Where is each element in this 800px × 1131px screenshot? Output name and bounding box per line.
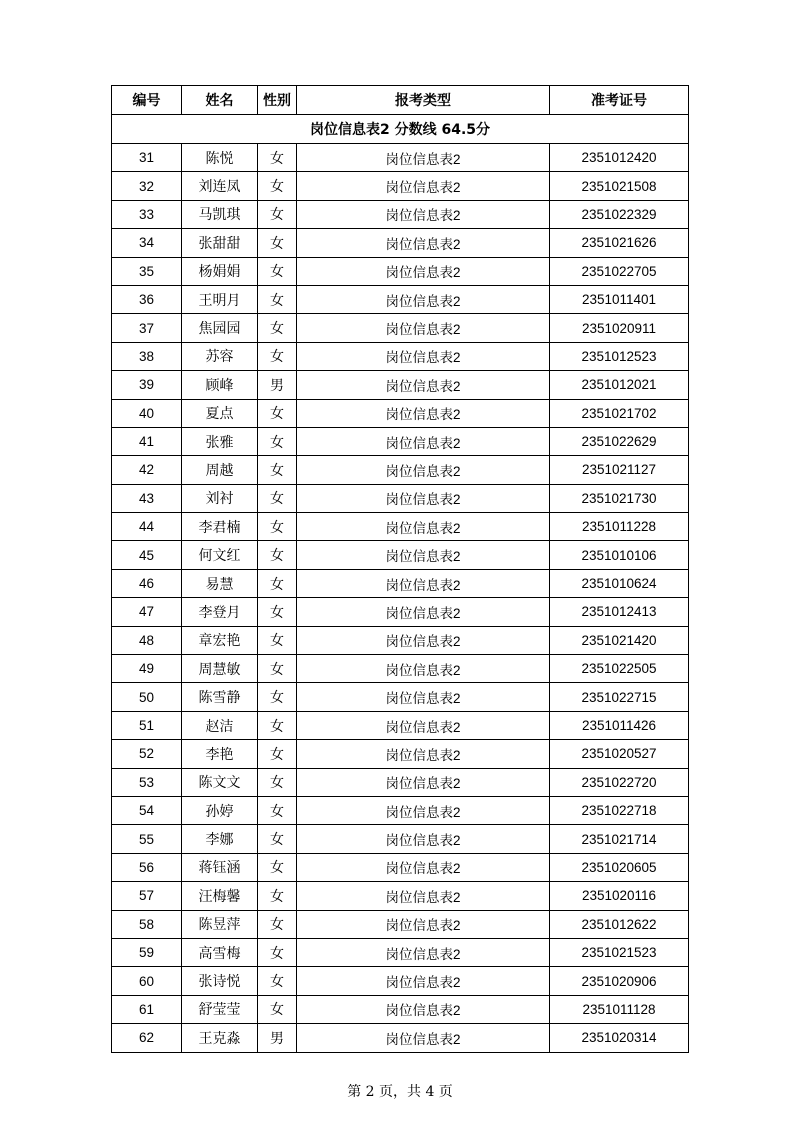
row-number: 52 [112,740,182,768]
row-number: 37 [112,314,182,342]
row-exam-type: 岗位信息表2 [297,910,550,938]
header-number: 编号 [112,86,182,115]
row-exam-type: 岗位信息表2 [297,456,550,484]
row-gender: 女 [258,882,297,910]
table-row [112,257,689,285]
table-row [112,882,689,910]
table-row [112,541,689,569]
row-gender: 女 [258,711,297,739]
row-number: 50 [112,683,182,711]
row-ticket-number: 2351021626 [550,229,689,257]
row-exam-type: 岗位信息表2 [297,314,550,342]
row-gender: 女 [258,683,297,711]
row-gender: 女 [258,285,297,313]
row-exam-type: 岗位信息表2 [297,796,550,824]
row-exam-type: 岗位信息表2 [297,740,550,768]
row-number: 54 [112,796,182,824]
row-name: 孙婷 [182,796,258,824]
table-row [112,285,689,313]
table-row [112,1024,689,1052]
row-number: 55 [112,825,182,853]
row-gender: 女 [258,910,297,938]
row-exam-type: 岗位信息表2 [297,200,550,228]
table-row [112,938,689,966]
row-name: 夏点 [182,399,258,427]
row-number: 33 [112,200,182,228]
table-row [112,967,689,995]
row-exam-type: 岗位信息表2 [297,1024,550,1052]
row-number: 40 [112,399,182,427]
row-ticket-number: 2351011228 [550,513,689,541]
candidate-table [111,85,689,1053]
row-exam-type: 岗位信息表2 [297,427,550,455]
row-name: 高雪梅 [182,938,258,966]
row-name: 章宏艳 [182,626,258,654]
row-exam-type: 岗位信息表2 [297,711,550,739]
row-ticket-number: 2351022715 [550,683,689,711]
group-title-row [112,115,689,144]
row-name: 赵洁 [182,711,258,739]
row-number: 56 [112,853,182,881]
row-gender: 女 [258,456,297,484]
row-ticket-number: 2351020605 [550,853,689,881]
row-exam-type: 岗位信息表2 [297,882,550,910]
row-name: 刘连凤 [182,172,258,200]
row-gender: 女 [258,484,297,512]
row-exam-type: 岗位信息表2 [297,399,550,427]
table-row [112,655,689,683]
row-exam-type: 岗位信息表2 [297,513,550,541]
row-gender: 女 [258,144,297,172]
row-name: 马凯琪 [182,200,258,228]
row-name: 李君楠 [182,513,258,541]
row-gender: 女 [258,229,297,257]
row-exam-type: 岗位信息表2 [297,655,550,683]
row-gender: 女 [258,598,297,626]
row-name: 杨娟娟 [182,257,258,285]
row-number: 47 [112,598,182,626]
row-ticket-number: 2351012523 [550,342,689,370]
row-ticket-number: 2351022718 [550,796,689,824]
table-row [112,342,689,370]
row-name: 蒋钰涵 [182,853,258,881]
row-exam-type: 岗位信息表2 [297,626,550,654]
row-ticket-number: 2351021702 [550,399,689,427]
row-name: 陈悦 [182,144,258,172]
row-number: 59 [112,938,182,966]
table-row [112,456,689,484]
row-gender: 女 [258,796,297,824]
row-gender: 女 [258,342,297,370]
row-gender: 女 [258,172,297,200]
table-row [112,825,689,853]
row-exam-type: 岗位信息表2 [297,598,550,626]
table-row [112,172,689,200]
row-name: 苏容 [182,342,258,370]
table-row [112,314,689,342]
row-name: 李登月 [182,598,258,626]
row-name: 张甜甜 [182,229,258,257]
row-gender: 女 [258,655,297,683]
row-gender: 男 [258,1024,297,1052]
row-ticket-number: 2351021420 [550,626,689,654]
table-row [112,796,689,824]
row-name: 顾峰 [182,371,258,399]
row-exam-type: 岗位信息表2 [297,229,550,257]
row-exam-type: 岗位信息表2 [297,995,550,1023]
table-row [112,229,689,257]
row-number: 45 [112,541,182,569]
row-gender: 女 [258,399,297,427]
row-gender: 女 [258,825,297,853]
row-name: 张诗悦 [182,967,258,995]
row-ticket-number: 2351012413 [550,598,689,626]
row-number: 60 [112,967,182,995]
row-ticket-number: 2351021714 [550,825,689,853]
row-exam-type: 岗位信息表2 [297,257,550,285]
row-gender: 女 [258,314,297,342]
row-number: 44 [112,513,182,541]
row-number: 62 [112,1024,182,1052]
row-name: 焦园园 [182,314,258,342]
row-number: 32 [112,172,182,200]
header-gender: 性别 [258,86,297,115]
row-gender: 女 [258,768,297,796]
row-ticket-number: 2351021523 [550,938,689,966]
row-name: 舒莹莹 [182,995,258,1023]
row-gender: 女 [258,541,297,569]
header-ticket-number: 准考证号 [550,86,689,115]
row-name: 何文红 [182,541,258,569]
table-row [112,910,689,938]
row-gender: 女 [258,200,297,228]
row-number: 61 [112,995,182,1023]
candidate-table-body [112,86,689,1053]
row-gender: 女 [258,626,297,654]
row-name: 李娜 [182,825,258,853]
row-exam-type: 岗位信息表2 [297,172,550,200]
row-ticket-number: 2351012622 [550,910,689,938]
row-ticket-number: 2351022329 [550,200,689,228]
row-name: 周慧敏 [182,655,258,683]
header-name: 姓名 [182,86,258,115]
row-gender: 女 [258,427,297,455]
row-exam-type: 岗位信息表2 [297,144,550,172]
row-number: 51 [112,711,182,739]
row-ticket-number: 2351012420 [550,144,689,172]
row-ticket-number: 2351011426 [550,711,689,739]
row-number: 58 [112,910,182,938]
row-number: 43 [112,484,182,512]
row-name: 周越 [182,456,258,484]
table-row [112,513,689,541]
row-number: 31 [112,144,182,172]
table-row [112,144,689,172]
row-ticket-number: 2351020911 [550,314,689,342]
group-title: 岗位信息表2 分数线 64.5分 [112,115,689,144]
row-gender: 女 [258,938,297,966]
table-row [112,427,689,455]
row-name: 陈文文 [182,768,258,796]
table-row [112,399,689,427]
row-exam-type: 岗位信息表2 [297,371,550,399]
row-name: 刘衬 [182,484,258,512]
row-ticket-number: 2351020116 [550,882,689,910]
row-gender: 女 [258,569,297,597]
row-gender: 女 [258,967,297,995]
row-gender: 女 [258,257,297,285]
row-gender: 男 [258,371,297,399]
row-ticket-number: 2351020906 [550,967,689,995]
row-ticket-number: 2351021127 [550,456,689,484]
row-number: 48 [112,626,182,654]
row-number: 35 [112,257,182,285]
row-number: 41 [112,427,182,455]
row-ticket-number: 2351022720 [550,768,689,796]
row-ticket-number: 2351021508 [550,172,689,200]
row-name: 张雅 [182,427,258,455]
table-row [112,371,689,399]
row-number: 38 [112,342,182,370]
row-exam-type: 岗位信息表2 [297,484,550,512]
row-number: 34 [112,229,182,257]
row-number: 42 [112,456,182,484]
row-name: 王克淼 [182,1024,258,1052]
row-number: 46 [112,569,182,597]
table-row [112,200,689,228]
row-name: 李艳 [182,740,258,768]
row-exam-type: 岗位信息表2 [297,967,550,995]
row-gender: 女 [258,740,297,768]
table-row [112,626,689,654]
row-ticket-number: 2351020527 [550,740,689,768]
row-name: 陈雪静 [182,683,258,711]
row-gender: 女 [258,853,297,881]
header-exam-type: 报考类型 [297,86,550,115]
row-exam-type: 岗位信息表2 [297,768,550,796]
table-row [112,995,689,1023]
row-exam-type: 岗位信息表2 [297,938,550,966]
row-name: 陈昱萍 [182,910,258,938]
header-row [112,86,689,115]
row-ticket-number: 2351022629 [550,427,689,455]
row-ticket-number: 2351011128 [550,995,689,1023]
row-name: 汪梅馨 [182,882,258,910]
page-footer: 第 2 页，共 4 页 [347,1084,453,1100]
row-number: 49 [112,655,182,683]
row-exam-type: 岗位信息表2 [297,825,550,853]
row-gender: 女 [258,995,297,1023]
row-exam-type: 岗位信息表2 [297,853,550,881]
row-number: 39 [112,371,182,399]
row-ticket-number: 2351021730 [550,484,689,512]
row-number: 53 [112,768,182,796]
row-ticket-number: 2351012021 [550,371,689,399]
row-number: 36 [112,285,182,313]
row-exam-type: 岗位信息表2 [297,541,550,569]
table-row [112,683,689,711]
table-row [112,768,689,796]
row-ticket-number: 2351011401 [550,285,689,313]
row-ticket-number: 2351022505 [550,655,689,683]
table-row [112,598,689,626]
row-exam-type: 岗位信息表2 [297,569,550,597]
row-ticket-number: 2351010624 [550,569,689,597]
row-exam-type: 岗位信息表2 [297,342,550,370]
table-row [112,711,689,739]
row-ticket-number: 2351020314 [550,1024,689,1052]
row-name: 王明月 [182,285,258,313]
row-ticket-number: 2351022705 [550,257,689,285]
table-row [112,740,689,768]
table-row [112,853,689,881]
row-gender: 女 [258,513,297,541]
row-ticket-number: 2351010106 [550,541,689,569]
table-row [112,484,689,512]
table-row [112,569,689,597]
row-exam-type: 岗位信息表2 [297,683,550,711]
row-number: 57 [112,882,182,910]
row-exam-type: 岗位信息表2 [297,285,550,313]
row-name: 易慧 [182,569,258,597]
